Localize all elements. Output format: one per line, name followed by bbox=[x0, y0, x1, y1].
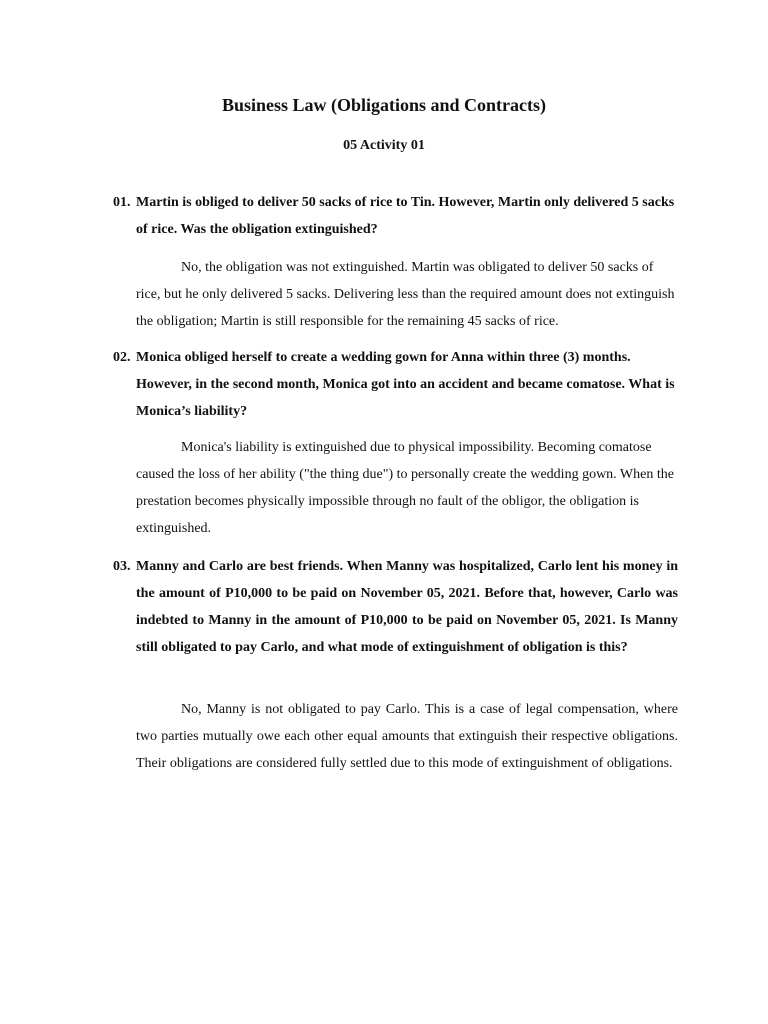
answer-text-2 bbox=[136, 434, 676, 542]
activity-subtitle: 05 Activity 01 bbox=[343, 138, 425, 153]
document-title: Business Law (Obligations and Contracts) bbox=[221, 95, 547, 115]
question-text: Manny and Carlo are best friends. When Manny was hospitalized, Carlo lent his money in the amount of P10,000 to be paid on November 05, 2021. Before that, however, Carlo was indebted to Manny in the amount of P10,000 to be paid on November 05, 2021. Is Manny still obligated to pay Carlo, and what mode of extinguishment of obligation is this? bbox=[136, 559, 678, 655]
question-text: Martin is obliged to deliver 50 sacks of rice to Tin. However, Martin only delivered 5 sacks of rice. Was the obligation extinguished? bbox=[136, 195, 675, 237]
answer-body: No, the obligation was not extinguished. Martin was obligated to deliver 50 sacks of rice, but he only delivered 5 sacks. Delivering less than the required amount does not extinguish the obligation; Martin is still responsible for the remaining 45 sacks of rice. bbox=[136, 260, 675, 329]
question-text: Monica obliged herself to create a wedding gown for Anna within three (3) months. However, in the second month, Monica got into an accident and became comatose. What is Monica’s liability? bbox=[136, 350, 675, 419]
answer-text-1 bbox=[136, 254, 678, 335]
answer-body: No, Manny is not obligated to pay Carlo. This is a case of legal compensation, where two parties mutually owe each other equal amounts that extinguish their respective obligations. Their obligations are considered fully settled due to this mode of extinguishment of obligations. bbox=[136, 702, 678, 771]
question-number: 02. bbox=[113, 350, 131, 365]
question-number: 03. bbox=[113, 559, 131, 574]
answer-text-3 bbox=[136, 696, 678, 777]
answer-body: Monica's liability is extinguished due to physical impossibility. Becoming comatose caused the loss of her ability ("the thing due") to personally create the wedding gown. When the prestation becomes physically impossible through no fault of the obligor, the obligation is extinguished. bbox=[136, 440, 674, 536]
question-number: 01. bbox=[113, 195, 131, 210]
